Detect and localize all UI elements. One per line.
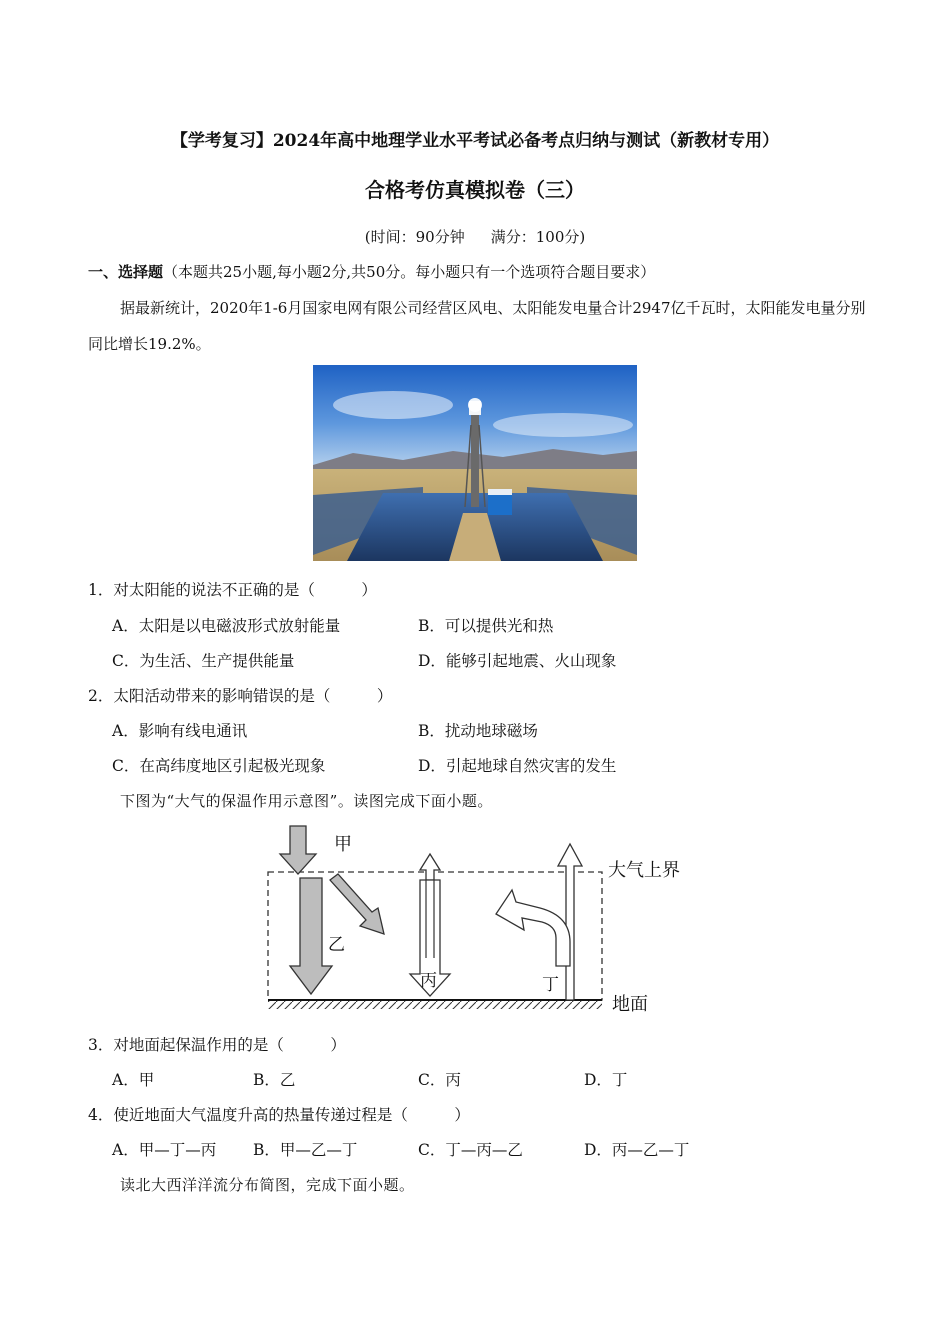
label-bing: 丙 (420, 971, 437, 991)
q2-option-d[interactable]: D．引起地球自然灾害的发生 (418, 757, 617, 775)
arrow-bing-up (420, 854, 440, 880)
question-2-stem: 2．太阳活动带来的影响错误的是（ ） (88, 687, 393, 705)
q3-option-c[interactable]: C．丙 (418, 1071, 461, 1089)
label-top-atmosphere: 大气上界 (608, 860, 680, 881)
solar-tower-photo (313, 365, 637, 561)
label-ground: 地面 (612, 994, 648, 1015)
q2-option-b[interactable]: B．扰动地球磁场 (418, 722, 538, 740)
score-info: 满分：100分) (490, 228, 586, 246)
label-jia: 甲 (334, 834, 352, 855)
time-info: (时间：90分钟 (364, 228, 465, 246)
label-ding: 丁 (542, 975, 559, 995)
q4-option-d[interactable]: D．丙—乙—丁 (584, 1141, 690, 1159)
q2-option-a[interactable]: A．影响有线电通讯 (112, 722, 248, 740)
question-3-stem: 3．对地面起保温作用的是（ ） (88, 1036, 346, 1054)
arrow-yi (290, 878, 332, 994)
q1-option-c[interactable]: C．为生活、生产提供能量 (112, 652, 295, 670)
document-header: 【学考复习】2024年高中地理学业水平考试必备考点归纳与测试（新教材专用） (170, 131, 780, 151)
section-label: 一、选择题 (88, 263, 164, 281)
q2-option-c[interactable]: C．在高纬度地区引起极光现象 (112, 757, 326, 775)
q3-option-d[interactable]: D．丁 (584, 1071, 628, 1089)
q4-option-a[interactable]: A．甲—丁—丙 (112, 1141, 217, 1159)
passage-solar: 据最新统计，2020年1-6月国家电网有限公司经营区风电、太阳能发电量合计2947亿千瓦时，太阳能发电量分别同比增长19.2%。 (88, 299, 866, 353)
label-yi: 乙 (328, 935, 345, 955)
q1-option-a[interactable]: A．太阳是以电磁波形式放射能量 (112, 617, 341, 635)
question-4-stem: 4．使近地面大气温度升高的热量传递过程是（ ） (88, 1106, 470, 1124)
map-intro: 读北大西洋洋流分布简图，完成下面小题。 (120, 1176, 415, 1194)
q3-option-b[interactable]: B．乙 (253, 1071, 296, 1089)
exam-title: 合格考仿真模拟卷（三） (365, 178, 585, 202)
q3-option-a[interactable]: A．甲 (112, 1071, 155, 1089)
arrow-ding-back (496, 890, 570, 966)
atmosphere-insulation-diagram (260, 818, 700, 1018)
section-note: （本题共25小题,每小题2分,共50分。每小题只有一个选项符合题目要求） (163, 263, 656, 281)
arrow-reflect (330, 874, 384, 934)
q1-option-b[interactable]: B．可以提供光和热 (418, 617, 554, 635)
q1-option-d[interactable]: D．能够引起地震、火山现象 (418, 652, 617, 670)
q4-option-c[interactable]: C．丁—丙—乙 (418, 1141, 523, 1159)
arrow-jia (280, 826, 316, 874)
ground-hatch (268, 1001, 602, 1009)
exam-timing (0, 226, 950, 247)
section-heading (88, 261, 655, 282)
q4-option-b[interactable]: B．甲—乙—丁 (253, 1141, 358, 1159)
question-1-stem: 1．对太阳能的说法不正确的是（ ） (88, 581, 377, 599)
diagram-intro: 下图为“大气的保温作用示意图”。读图完成下面小题。 (120, 792, 493, 810)
